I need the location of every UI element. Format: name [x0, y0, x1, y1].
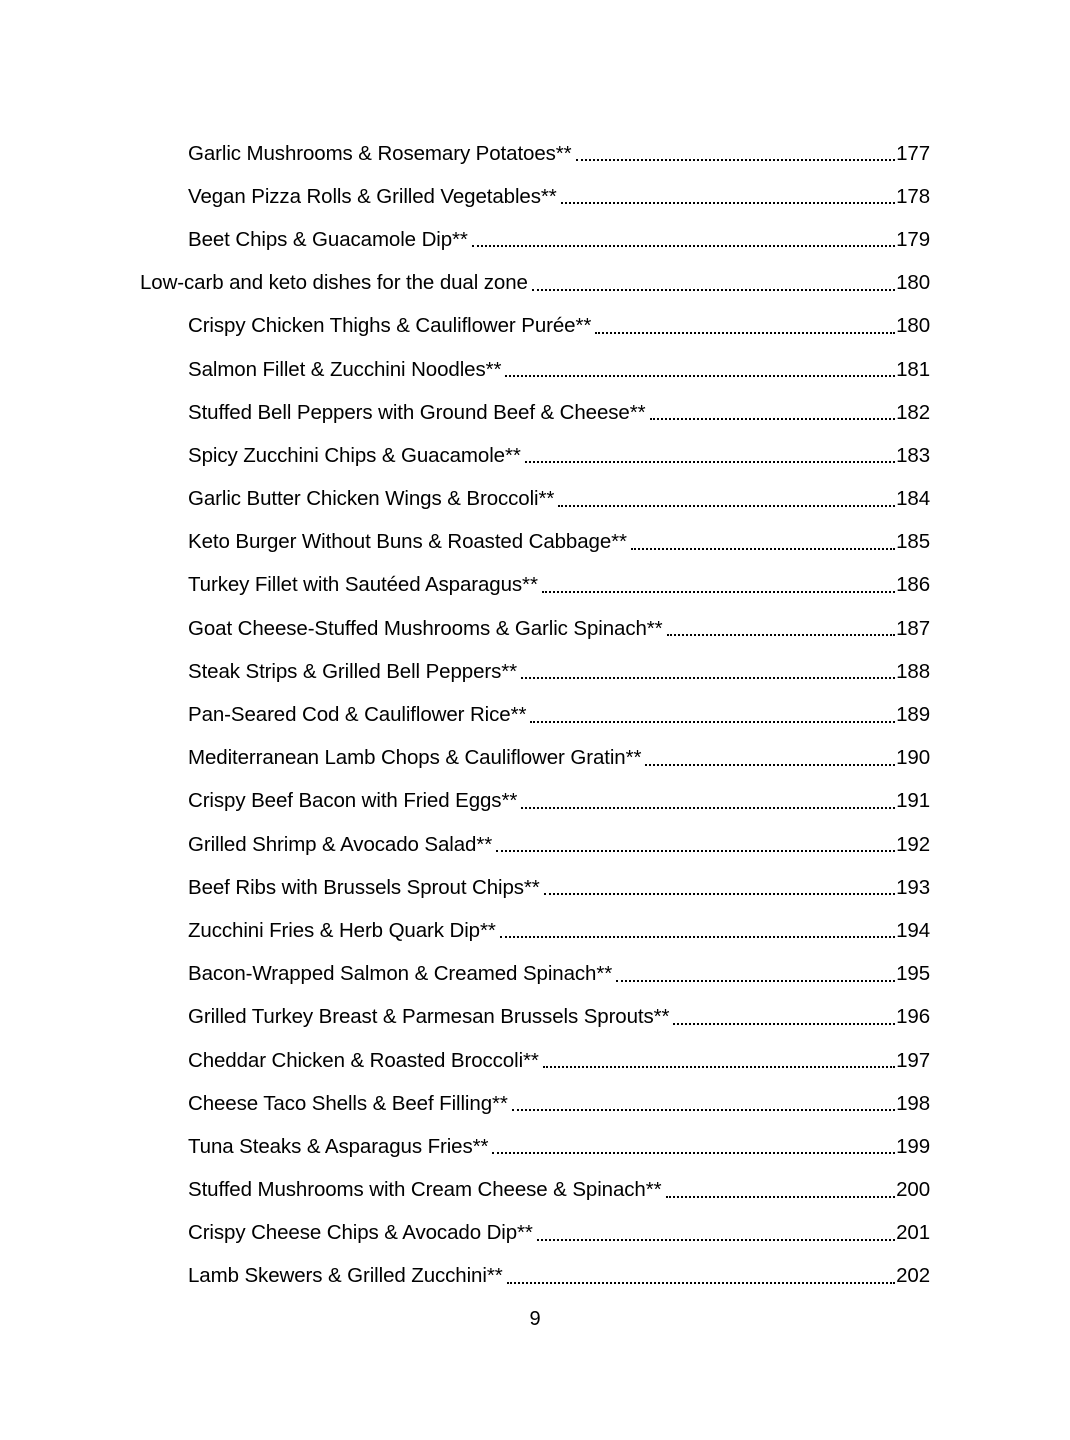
- toc-entry[interactable]: [140, 823, 930, 866]
- dot-leader: [507, 1269, 896, 1284]
- toc-entry-page: 200: [896, 1178, 930, 1202]
- dot-leader: [544, 880, 895, 895]
- dot-leader: [576, 146, 896, 161]
- dot-leader: [521, 664, 895, 679]
- toc-entry-title: Salmon Fillet & Zucchini Noodles**: [188, 357, 502, 381]
- toc-entry-title: Grilled Turkey Breast & Parmesan Brussels Sprouts**: [188, 1005, 670, 1029]
- toc-entry-title: Beet Chips & Guacamole Dip**: [188, 227, 468, 251]
- toc-entry-title: Lamb Skewers & Grilled Zucchini**: [188, 1264, 503, 1288]
- toc-entry[interactable]: [140, 1212, 930, 1255]
- toc-entry[interactable]: [140, 175, 930, 218]
- toc-entry-page: 177: [896, 141, 930, 165]
- toc-entry[interactable]: [140, 866, 930, 909]
- toc-entry-page: 181: [896, 357, 930, 381]
- toc-entry-title: Vegan Pizza Rolls & Grilled Vegetables**: [188, 184, 557, 208]
- toc-entry-page: 180: [896, 314, 930, 338]
- toc-entry-title: Garlic Mushrooms & Rosemary Potatoes**: [188, 141, 572, 165]
- toc-entry-title: Pan-Seared Cod & Cauliflower Rice**: [188, 703, 527, 727]
- toc-entry-page: 193: [896, 875, 930, 899]
- toc-entry-title: Stuffed Bell Peppers with Ground Beef & Cheese**: [188, 400, 646, 424]
- toc-entry-page: 195: [896, 962, 930, 986]
- toc-entry-page: 197: [896, 1048, 930, 1072]
- toc-entry[interactable]: [140, 607, 930, 650]
- toc-entry[interactable]: [140, 1255, 930, 1298]
- toc-entry-page: 199: [896, 1134, 930, 1158]
- dot-leader: [543, 1053, 895, 1068]
- dot-leader: [561, 189, 895, 204]
- toc-entry-title: Zucchini Fries & Herb Quark Dip**: [188, 918, 496, 942]
- dot-leader: [542, 578, 895, 593]
- toc-entry[interactable]: [140, 953, 930, 996]
- dot-leader: [496, 837, 895, 852]
- dot-leader: [521, 794, 895, 809]
- toc-entry-title: Cheddar Chicken & Roasted Broccoli**: [188, 1048, 539, 1072]
- toc-entry-page: 191: [896, 789, 930, 813]
- dot-leader: [512, 1096, 895, 1111]
- dot-leader: [500, 923, 895, 938]
- toc-entry[interactable]: [140, 262, 930, 305]
- toc-entry[interactable]: [140, 1082, 930, 1125]
- dot-leader: [530, 708, 895, 723]
- dot-leader: [532, 276, 895, 291]
- toc-entry-title: Bacon-Wrapped Salmon & Creamed Spinach**: [188, 962, 613, 986]
- dot-leader: [645, 751, 895, 766]
- dot-leader: [492, 1139, 895, 1154]
- toc-entry-title: Goat Cheese-Stuffed Mushrooms & Garlic Spinach**: [188, 616, 663, 640]
- toc-entry[interactable]: [140, 391, 930, 434]
- toc-entry-title: Cheese Taco Shells & Beef Filling**: [188, 1091, 508, 1115]
- toc-entry[interactable]: [140, 909, 930, 952]
- toc-entry[interactable]: [140, 996, 930, 1039]
- table-of-contents: [140, 132, 930, 1298]
- toc-entry-page: 192: [896, 832, 930, 856]
- toc-entry[interactable]: [140, 1125, 930, 1168]
- toc-entry-page: 185: [896, 530, 930, 554]
- toc-entry-page: 201: [896, 1221, 930, 1245]
- toc-entry-title: Beef Ribs with Brussels Sprout Chips**: [188, 875, 540, 899]
- toc-entry-page: 202: [896, 1264, 930, 1288]
- toc-entry[interactable]: [140, 434, 930, 477]
- toc-entry-page: 196: [896, 1005, 930, 1029]
- toc-entry[interactable]: [140, 218, 930, 261]
- toc-entry[interactable]: [140, 693, 930, 736]
- toc-entry-title: Turkey Fillet with Sautéed Asparagus**: [188, 573, 538, 597]
- toc-entry-page: 178: [896, 184, 930, 208]
- toc-entry-title: Tuna Steaks & Asparagus Fries**: [188, 1134, 489, 1158]
- toc-entry-page: 190: [896, 746, 930, 770]
- toc-entry-title: Stuffed Mushrooms with Cream Cheese & Spinach**: [188, 1178, 662, 1202]
- toc-entry-page: 186: [896, 573, 930, 597]
- dot-leader: [650, 405, 896, 420]
- toc-entry-page: 179: [896, 227, 930, 251]
- toc-entry-title: Crispy Chicken Thighs & Cauliflower Purée**: [188, 314, 592, 338]
- toc-entry-title: Crispy Beef Bacon with Fried Eggs**: [188, 789, 518, 813]
- toc-entry-page: 194: [896, 918, 930, 942]
- toc-entry-page: 180: [896, 271, 930, 295]
- toc-entry[interactable]: [140, 564, 930, 607]
- toc-entry[interactable]: [140, 305, 930, 348]
- dot-leader: [631, 535, 895, 550]
- dot-leader: [558, 492, 895, 507]
- toc-entry[interactable]: [140, 737, 930, 780]
- toc-entry-page: 188: [896, 659, 930, 683]
- dot-leader: [667, 621, 896, 636]
- toc-entry-title: Keto Burger Without Buns & Roasted Cabbage**: [188, 530, 627, 554]
- toc-entry[interactable]: [140, 348, 930, 391]
- toc-entry-title: Spicy Zucchini Chips & Guacamole**: [188, 443, 521, 467]
- dot-leader: [616, 967, 895, 982]
- dot-leader: [673, 1010, 895, 1025]
- toc-entry-title: Garlic Butter Chicken Wings & Broccoli**: [188, 487, 555, 511]
- toc-entry-page: 187: [896, 616, 930, 640]
- toc-entry-page: 182: [896, 400, 930, 424]
- toc-entry[interactable]: [140, 780, 930, 823]
- dot-leader: [472, 232, 895, 247]
- toc-entry-page: 198: [896, 1091, 930, 1115]
- toc-entry[interactable]: [140, 1169, 930, 1212]
- toc-entry[interactable]: [140, 521, 930, 564]
- toc-entry-page: 184: [896, 487, 930, 511]
- toc-entry-page: 183: [896, 443, 930, 467]
- toc-entry[interactable]: [140, 478, 930, 521]
- dot-leader: [537, 1226, 895, 1241]
- toc-entry-title: Low-carb and keto dishes for the dual zone: [140, 271, 528, 295]
- footer-page-number: 9: [529, 1308, 541, 1330]
- toc-entry-title: Crispy Cheese Chips & Avocado Dip**: [188, 1221, 533, 1245]
- toc-entry-title: Steak Strips & Grilled Bell Peppers**: [188, 659, 518, 683]
- toc-entry-title: Mediterranean Lamb Chops & Cauliflower Gratin**: [188, 746, 642, 770]
- toc-entry[interactable]: [140, 1039, 930, 1082]
- toc-entry[interactable]: [140, 650, 930, 693]
- toc-entry-title: Grilled Shrimp & Avocado Salad**: [188, 832, 493, 856]
- dot-leader: [595, 319, 895, 334]
- toc-entry[interactable]: [140, 132, 930, 175]
- dot-leader: [505, 362, 895, 377]
- toc-entry-page: 189: [896, 703, 930, 727]
- dot-leader: [525, 448, 895, 463]
- dot-leader: [666, 1183, 896, 1198]
